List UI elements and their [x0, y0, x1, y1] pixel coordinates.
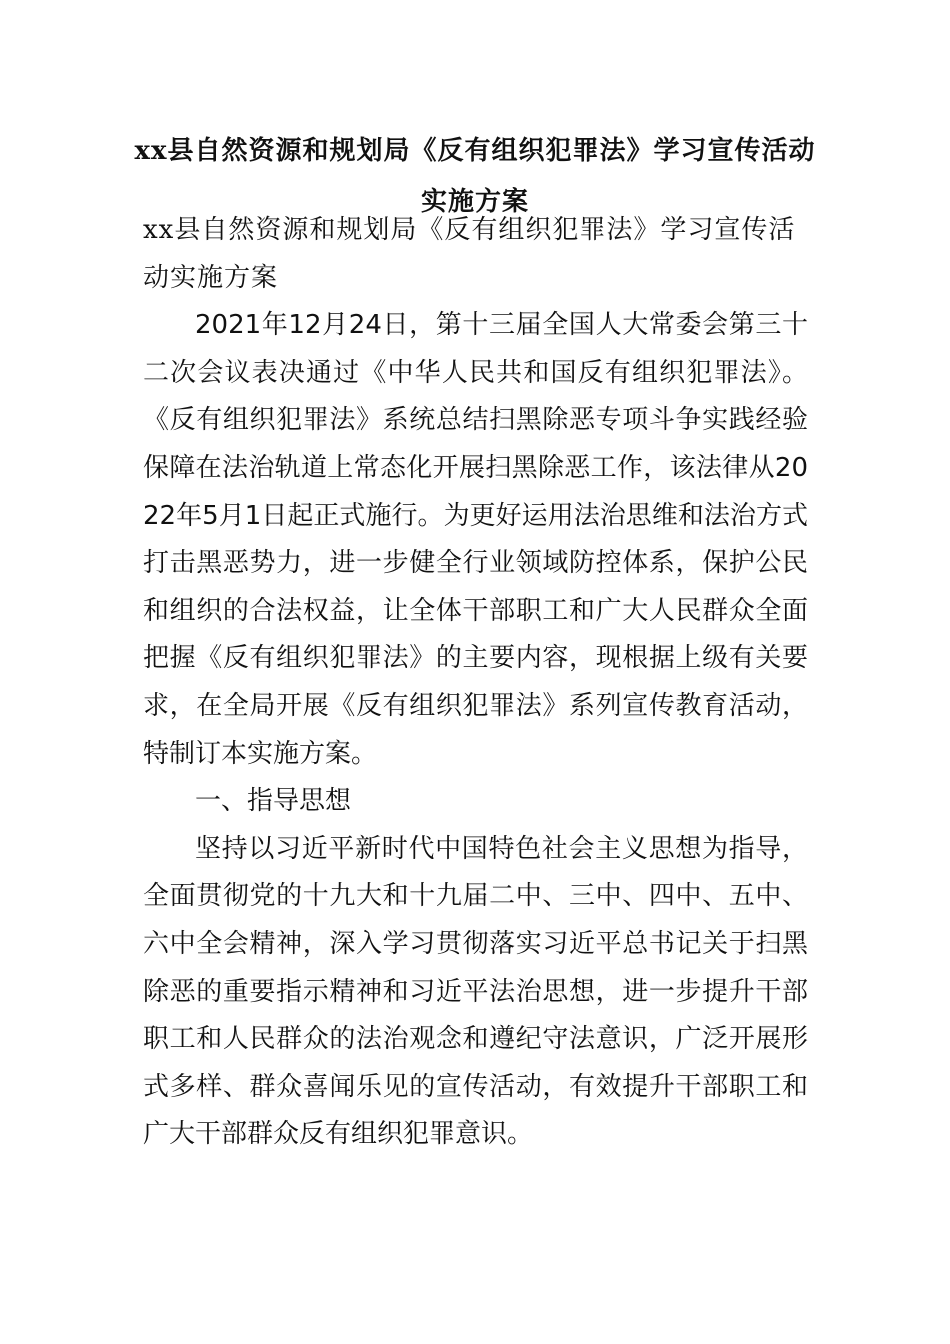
- document-subtitle: xx县自然资源和规划局《反有组织犯罪法》学习宣传活动实施方案: [143, 215, 796, 293]
- section-paragraph-guiding-ideology: 坚持以习近平新时代中国特色社会主义思想为指导，全面贯彻党的十九大和十九届二中、三中、四中、五中、六中全会精神，深入学习贯彻落实习近平总书记关于扫黑除恶的重要指示精神和习近平法治思想，进一步提升干部职工和人民群众的法治观念和遵纪守法意识，广泛开展形式多样、群众喜闻乐见的宣传活动，有效提升干部职工和广大干部群众反有组织犯罪意识。: [143, 833, 808, 1150]
- intro-paragraph: 2021年12月24日，第十三届全国人大常委会第三十二次会议表决通过《中华人民共和国反有组织犯罪法》。《反有组织犯罪法》系统总结扫黑除恶专项斗争实践经验保障在法治轨道上常态化开展扫黑除恶工作，该法律从2022年5月1日起正式施行。为更好运用法治思维和法治方式打击黑恶势力，进一步健全行业领域防控体系，保护公民和组织的合法权益，让全体干部职工和广大人民群众全面把握《反有组织犯罪法》的主要内容，现根据上级有关要求，在全局开展《反有组织犯罪法》系列宣传教育活动，特制订本实施方案。: [143, 310, 808, 769]
- document-body: [143, 207, 808, 1159]
- section-heading-guiding-ideology: 一、指导思想: [195, 786, 352, 817]
- document-title-line-2: 实施方案: [420, 187, 529, 217]
- document-title-line-1: xx县自然资源和规划局《反有组织犯罪法》学习宣传活动: [134, 136, 816, 166]
